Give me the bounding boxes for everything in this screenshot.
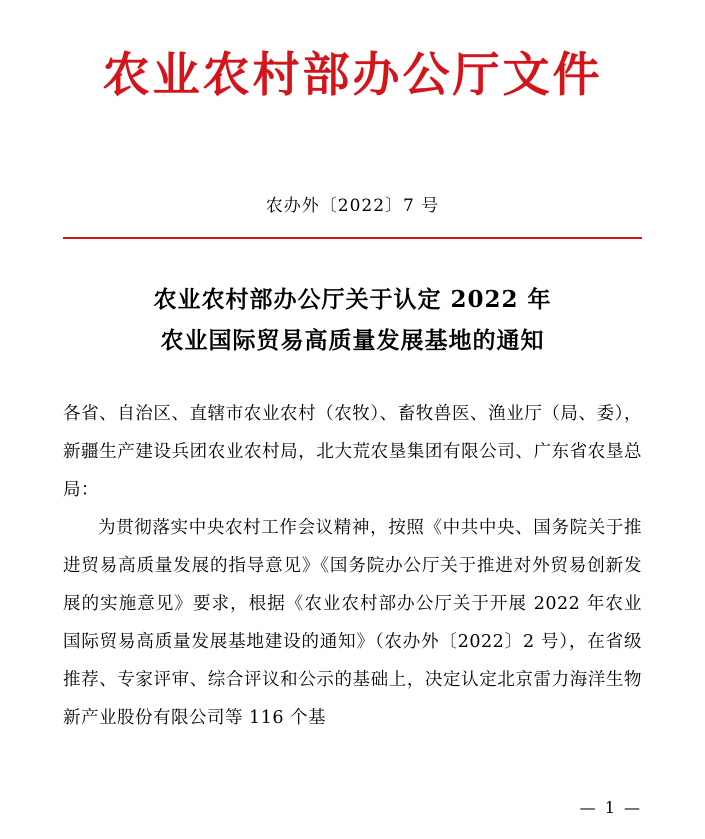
document-body: [0, 395, 705, 737]
document-serial-number: 农办外〔2022〕7 号: [265, 196, 440, 216]
red-divider-rule: [63, 237, 642, 239]
document-title-line-1: 农业农村部办公厅关于认定 2022 年: [153, 286, 552, 313]
body-paragraph-addressees: 各省、自治区、直辖市农业农村（农牧）、畜牧兽医、渔业厅（局、委），新疆生产建设兵团农业农村局，北大荒农垦集团有限公司、广东省农垦总局：: [63, 404, 642, 500]
body-paragraph-main: 为贯彻落实中央农村工作会议精神，按照《中共中央、国务院关于推进贸易高质量发展的指导意见》《国务院办公厅关于推进对外贸易创新发展的实施意见》要求，根据《农业农村部办公厅关于开展 2022 年农业国际贸易高质量发展基地建设的通知》（农办外〔2022〕2 号），在省级推荐、专家评审、综合评议和公示的基础上，决定认定北京雷力海洋生物新产业股份有限公司等 116 个基: [63, 518, 642, 728]
document-title: [0, 279, 705, 361]
document-title-line-2: 农业国际贸易高质量发展基地的通知: [160, 327, 545, 354]
document-masthead-title: 农业农村部办公厅文件: [102, 48, 603, 103]
page-number: — 1 —: [579, 798, 642, 817]
